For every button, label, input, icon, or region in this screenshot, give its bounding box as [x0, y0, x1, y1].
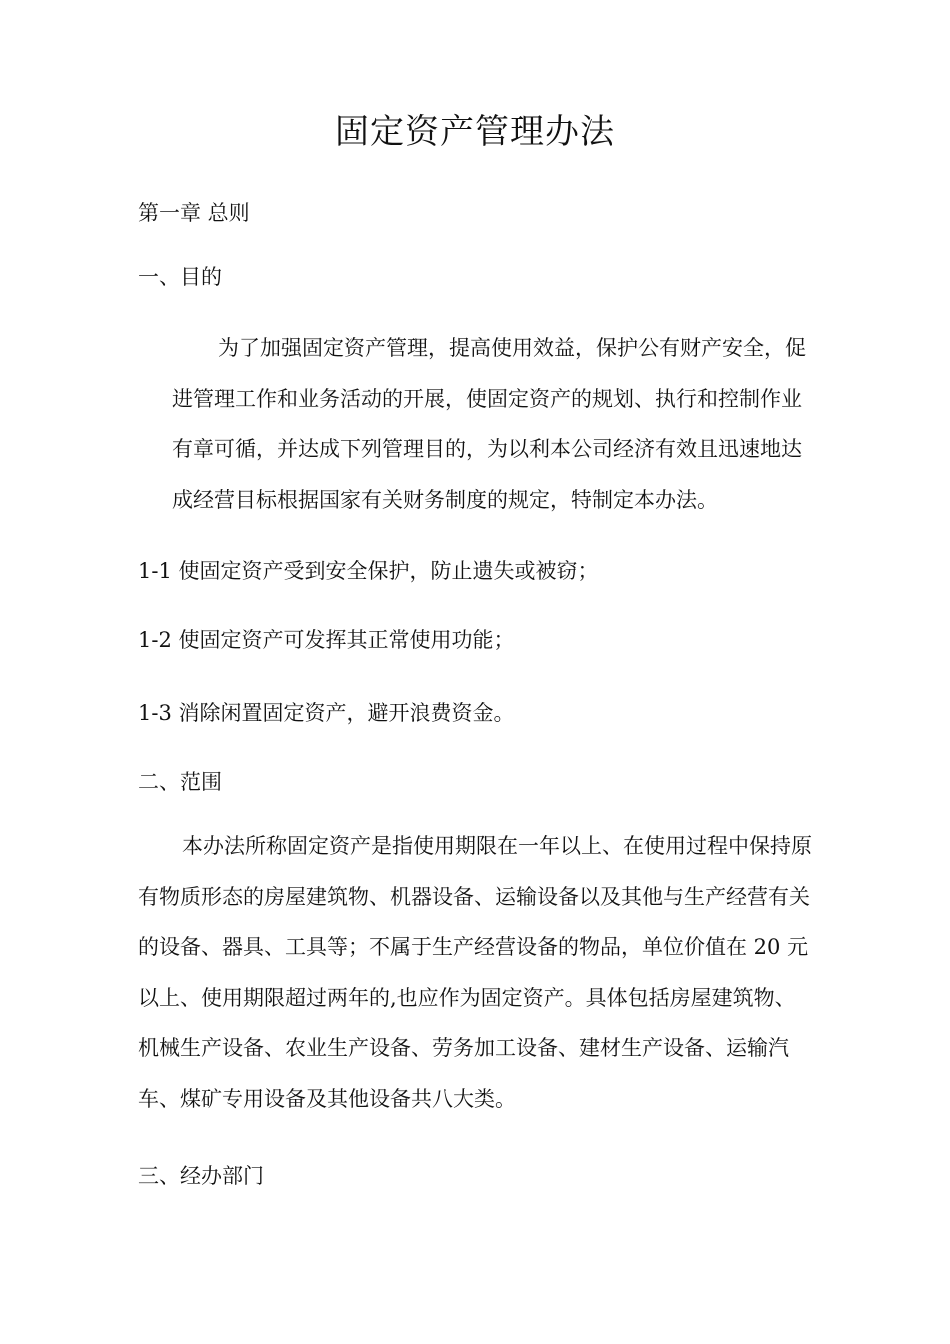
paragraph-line: 为了加强固定资产管理，提高使用效益，保护公有财产安全，促: [218, 336, 806, 360]
section-heading-department: 三、经办部门: [138, 1164, 264, 1188]
list-item: 1-1 使固定资产受到安全保护，防止遗失或被窃；: [138, 559, 599, 583]
paragraph-line: 的设备、器具、工具等；不属于生产经营设备的物品，单位价值在 20 元: [138, 935, 809, 959]
paragraph-line: 有章可循，并达成下列管理目的，为以利本公司经济有效且迅速地达: [172, 437, 802, 461]
paragraph-line: 有物质形态的房屋建筑物、机器设备、运输设备以及其他与生产经营有关: [138, 884, 810, 909]
purpose-paragraph: [172, 323, 832, 525]
section-heading-purpose: 一、目的: [138, 265, 222, 289]
list-item: 1-3 消除闲置固定资产，避开浪费资金。: [138, 701, 515, 725]
paragraph-line: 成经营目标根据国家有关财务制度的规定，特制定本办法。: [172, 487, 718, 512]
chapter-heading: 第一章 总则: [138, 201, 250, 225]
paragraph-line: 进管理工作和业务活动的开展，使固定资产的规划、执行和控制作业: [172, 386, 802, 411]
document-title: 固定资产管理办法: [335, 112, 615, 152]
paragraph-line: 以上、使用期限超过两年的,也应作为固定资产。具体包括房屋建筑物、: [138, 985, 796, 1010]
list-item: 1-2 使固定资产可发挥其正常使用功能；: [138, 628, 515, 652]
paragraph-line: 本办法所称固定资产是指使用期限在一年以上、在使用过程中保持原: [182, 834, 812, 858]
paragraph-line: 机械生产设备、农业生产设备、劳务加工设备、建材生产设备、运输汽: [138, 1036, 789, 1060]
section-heading-scope: 二、范围: [138, 770, 222, 794]
scope-paragraph: [138, 821, 828, 1124]
paragraph-line: 车、煤矿专用设备及其他设备共八大类。: [138, 1086, 516, 1111]
